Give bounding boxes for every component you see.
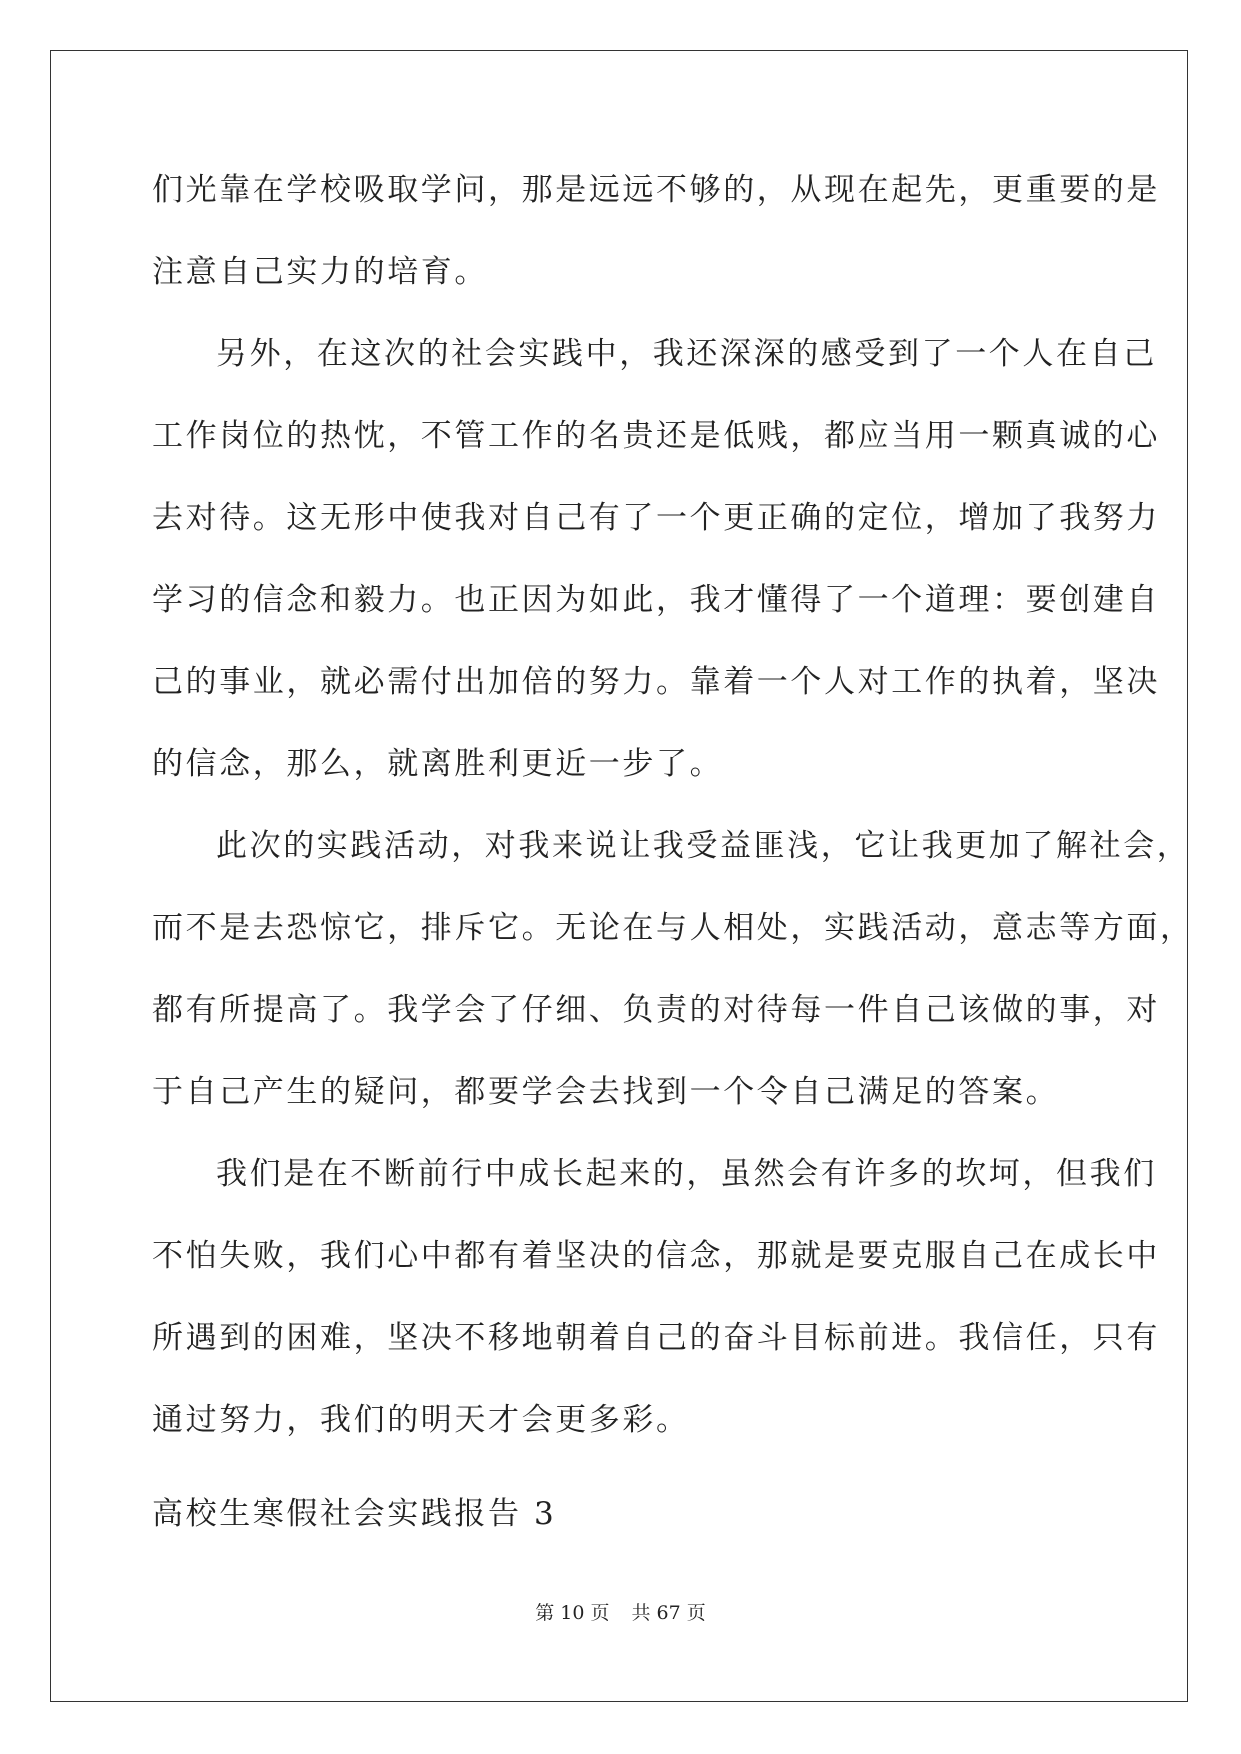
text-line: 己的事业，就必需付出加倍的努力。靠着一个人对工作的执着，坚决 bbox=[152, 664, 1160, 700]
text-line: 不怕失败，我们心中都有着坚决的信念，那就是要克服自己在成长中 bbox=[152, 1238, 1160, 1274]
text-line: 所遇到的困难，坚决不移地朝着自己的奋斗目标前进。我信任，只有 bbox=[152, 1320, 1160, 1356]
page-total: 共 67 页 bbox=[631, 1602, 706, 1624]
text-line: 的信念，那么，就离胜利更近一步了。 bbox=[152, 746, 724, 782]
text-line: 于自己产生的疑问，都要学会去找到一个令自己满足的答案。 bbox=[152, 1074, 1060, 1110]
page-footer bbox=[0, 1598, 1241, 1628]
text-line: 们光靠在学校吸取学问，那是远远不够的，从现在起先，更重要的是 bbox=[152, 172, 1160, 208]
paragraph-start-line: 另外，在这次的社会实践中，我还深深的感受到了一个人在自己 bbox=[216, 336, 1157, 372]
text-line: 工作岗位的热忱，不管工作的名贵还是低贱，都应当用一颗真诚的心 bbox=[152, 418, 1160, 454]
page-number: 第 10 页 bbox=[535, 1602, 610, 1624]
paragraph-start-line: 此次的实践活动，对我来说让我受益匪浅，它让我更加了解社会， bbox=[216, 828, 1191, 864]
section-heading: 高校生寒假社会实践报告 3 bbox=[152, 1496, 557, 1532]
document-body bbox=[152, 160, 1194, 1472]
text-line: 通过努力，我们的明天才会更多彩。 bbox=[152, 1402, 690, 1438]
text-line: 学习的信念和毅力。也正因为如此，我才懂得了一个道理：要创建自 bbox=[152, 582, 1160, 618]
text-line: 注意自己实力的培育。 bbox=[152, 254, 488, 290]
text-line: 去对待。这无形中使我对自己有了一个更正确的定位，增加了我努力 bbox=[152, 500, 1160, 536]
paragraph-start-line: 我们是在不断前行中成长起来的，虽然会有许多的坎坷，但我们 bbox=[216, 1156, 1157, 1192]
text-line: 而不是去恐惊它，排斥它。无论在与人相处，实践活动，意志等方面， bbox=[152, 910, 1194, 946]
text-line: 都有所提高了。我学会了仔细、负责的对待每一件自己该做的事，对 bbox=[152, 992, 1160, 1028]
